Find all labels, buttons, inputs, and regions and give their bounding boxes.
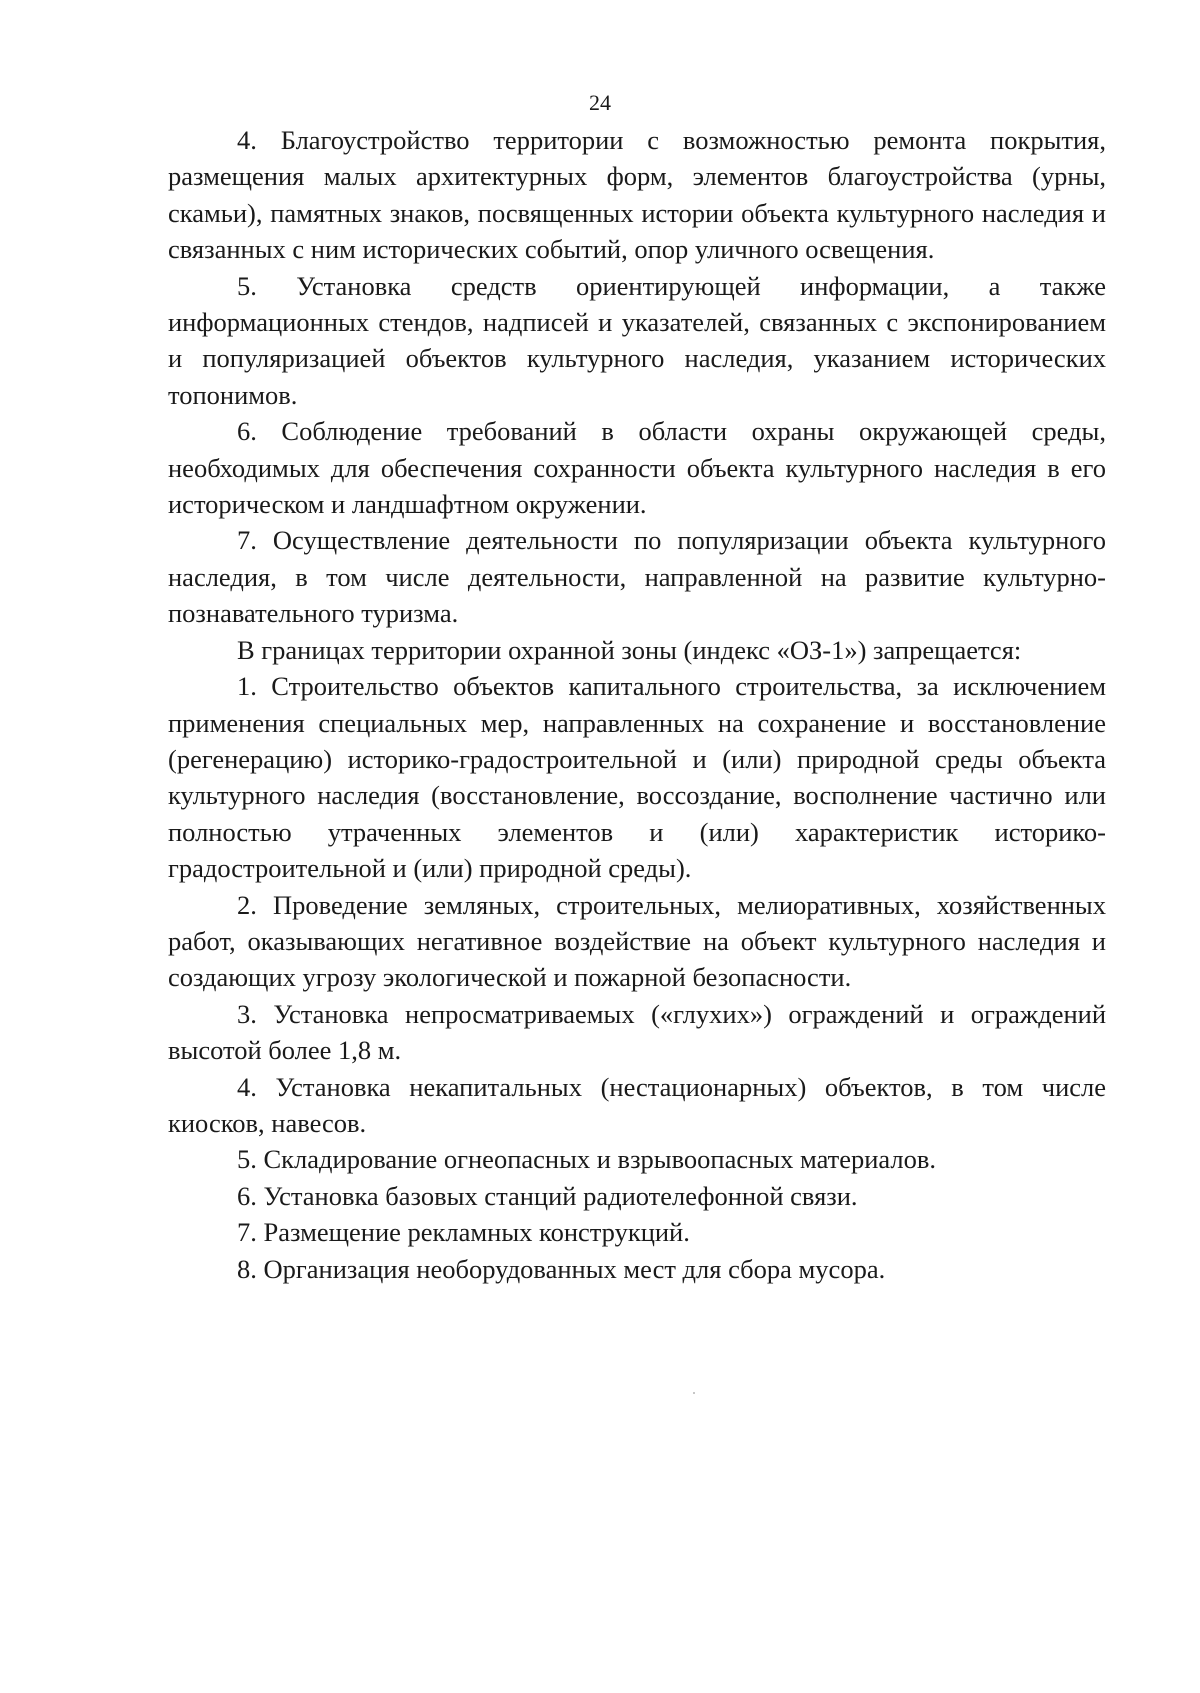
paragraph-prohibitions-heading: В границах территории охранной зоны (индекс «ОЗ-1») запрещается:: [237, 634, 1022, 665]
paragraph-popularization: 7. Осуществление деятельности по популяризации объекта культурного наследия, в том числе деятельности, направленной на развитие культурно-познавательного туризма.: [168, 525, 1106, 629]
paragraph-kiosks: 4. Установка некапитальных (нестационарных) объектов, в том числе киосков, навесов.: [168, 1071, 1106, 1138]
paragraph-info-stands: 5. Установка средств ориентирующей информации, а также информационных стендов, надписей и указателей, связанных с экспонированием и популяризацией объектов культурного наследия, указанием исторических топонимов.: [168, 270, 1106, 410]
paragraph-advertising: 7. Размещение рекламных конструкций.: [237, 1217, 690, 1248]
paragraph-construction: 1. Строительство объектов капитального строительства, за исключением применения специальных мер, направленных на сохранение и восстановление (регенерацию) историко-градостроительной и (или) природной среды объекта культурного наследия (восстановление, воссоздание, восполнение частично или полностью утраченных элементов и (или) характеристик историко-градостроительной и (или) природной среды).: [168, 671, 1106, 884]
paragraph-storage: 5. Складирование огнеопасных и взрывоопасных материалов.: [237, 1144, 937, 1175]
paragraph-environment: 6. Соблюдение требований в области охраны окружающей среды, необходимых для обеспечения сохранности объекта культурного наследия в его историческом и ландшафтном окружении.: [168, 416, 1106, 520]
document-body: [168, 122, 1106, 1287]
paragraph-garbage: 8. Организация необорудованных мест для сбора мусора.: [237, 1253, 886, 1284]
paragraph-base-stations: 6. Установка базовых станций радиотелефонной связи.: [237, 1180, 858, 1211]
page-number: 24: [589, 90, 611, 115]
scan-speck: [693, 1392, 695, 1394]
paragraph-improvement: 4. Благоустройство территории с возможностью ремонта покрытия, размещения малых архитектурных форм, элементов благоустройства (урны, скамьи), памятных знаков, посвященных истории объекта культурного наследия и связанных с ним исторических событий, опор уличного освещения.: [168, 125, 1106, 265]
paragraph-fences: 3. Установка непросматриваемых («глухих») ограждений и ограждений высотой более 1,8 м.: [168, 998, 1106, 1066]
paragraph-earthworks: 2. Проведение земляных, строительных, мелиоративных, хозяйственных работ, оказывающих негативное воздействие на объект культурного наследия и создающих угрозу экологической и пожарной безопасности.: [168, 889, 1106, 993]
